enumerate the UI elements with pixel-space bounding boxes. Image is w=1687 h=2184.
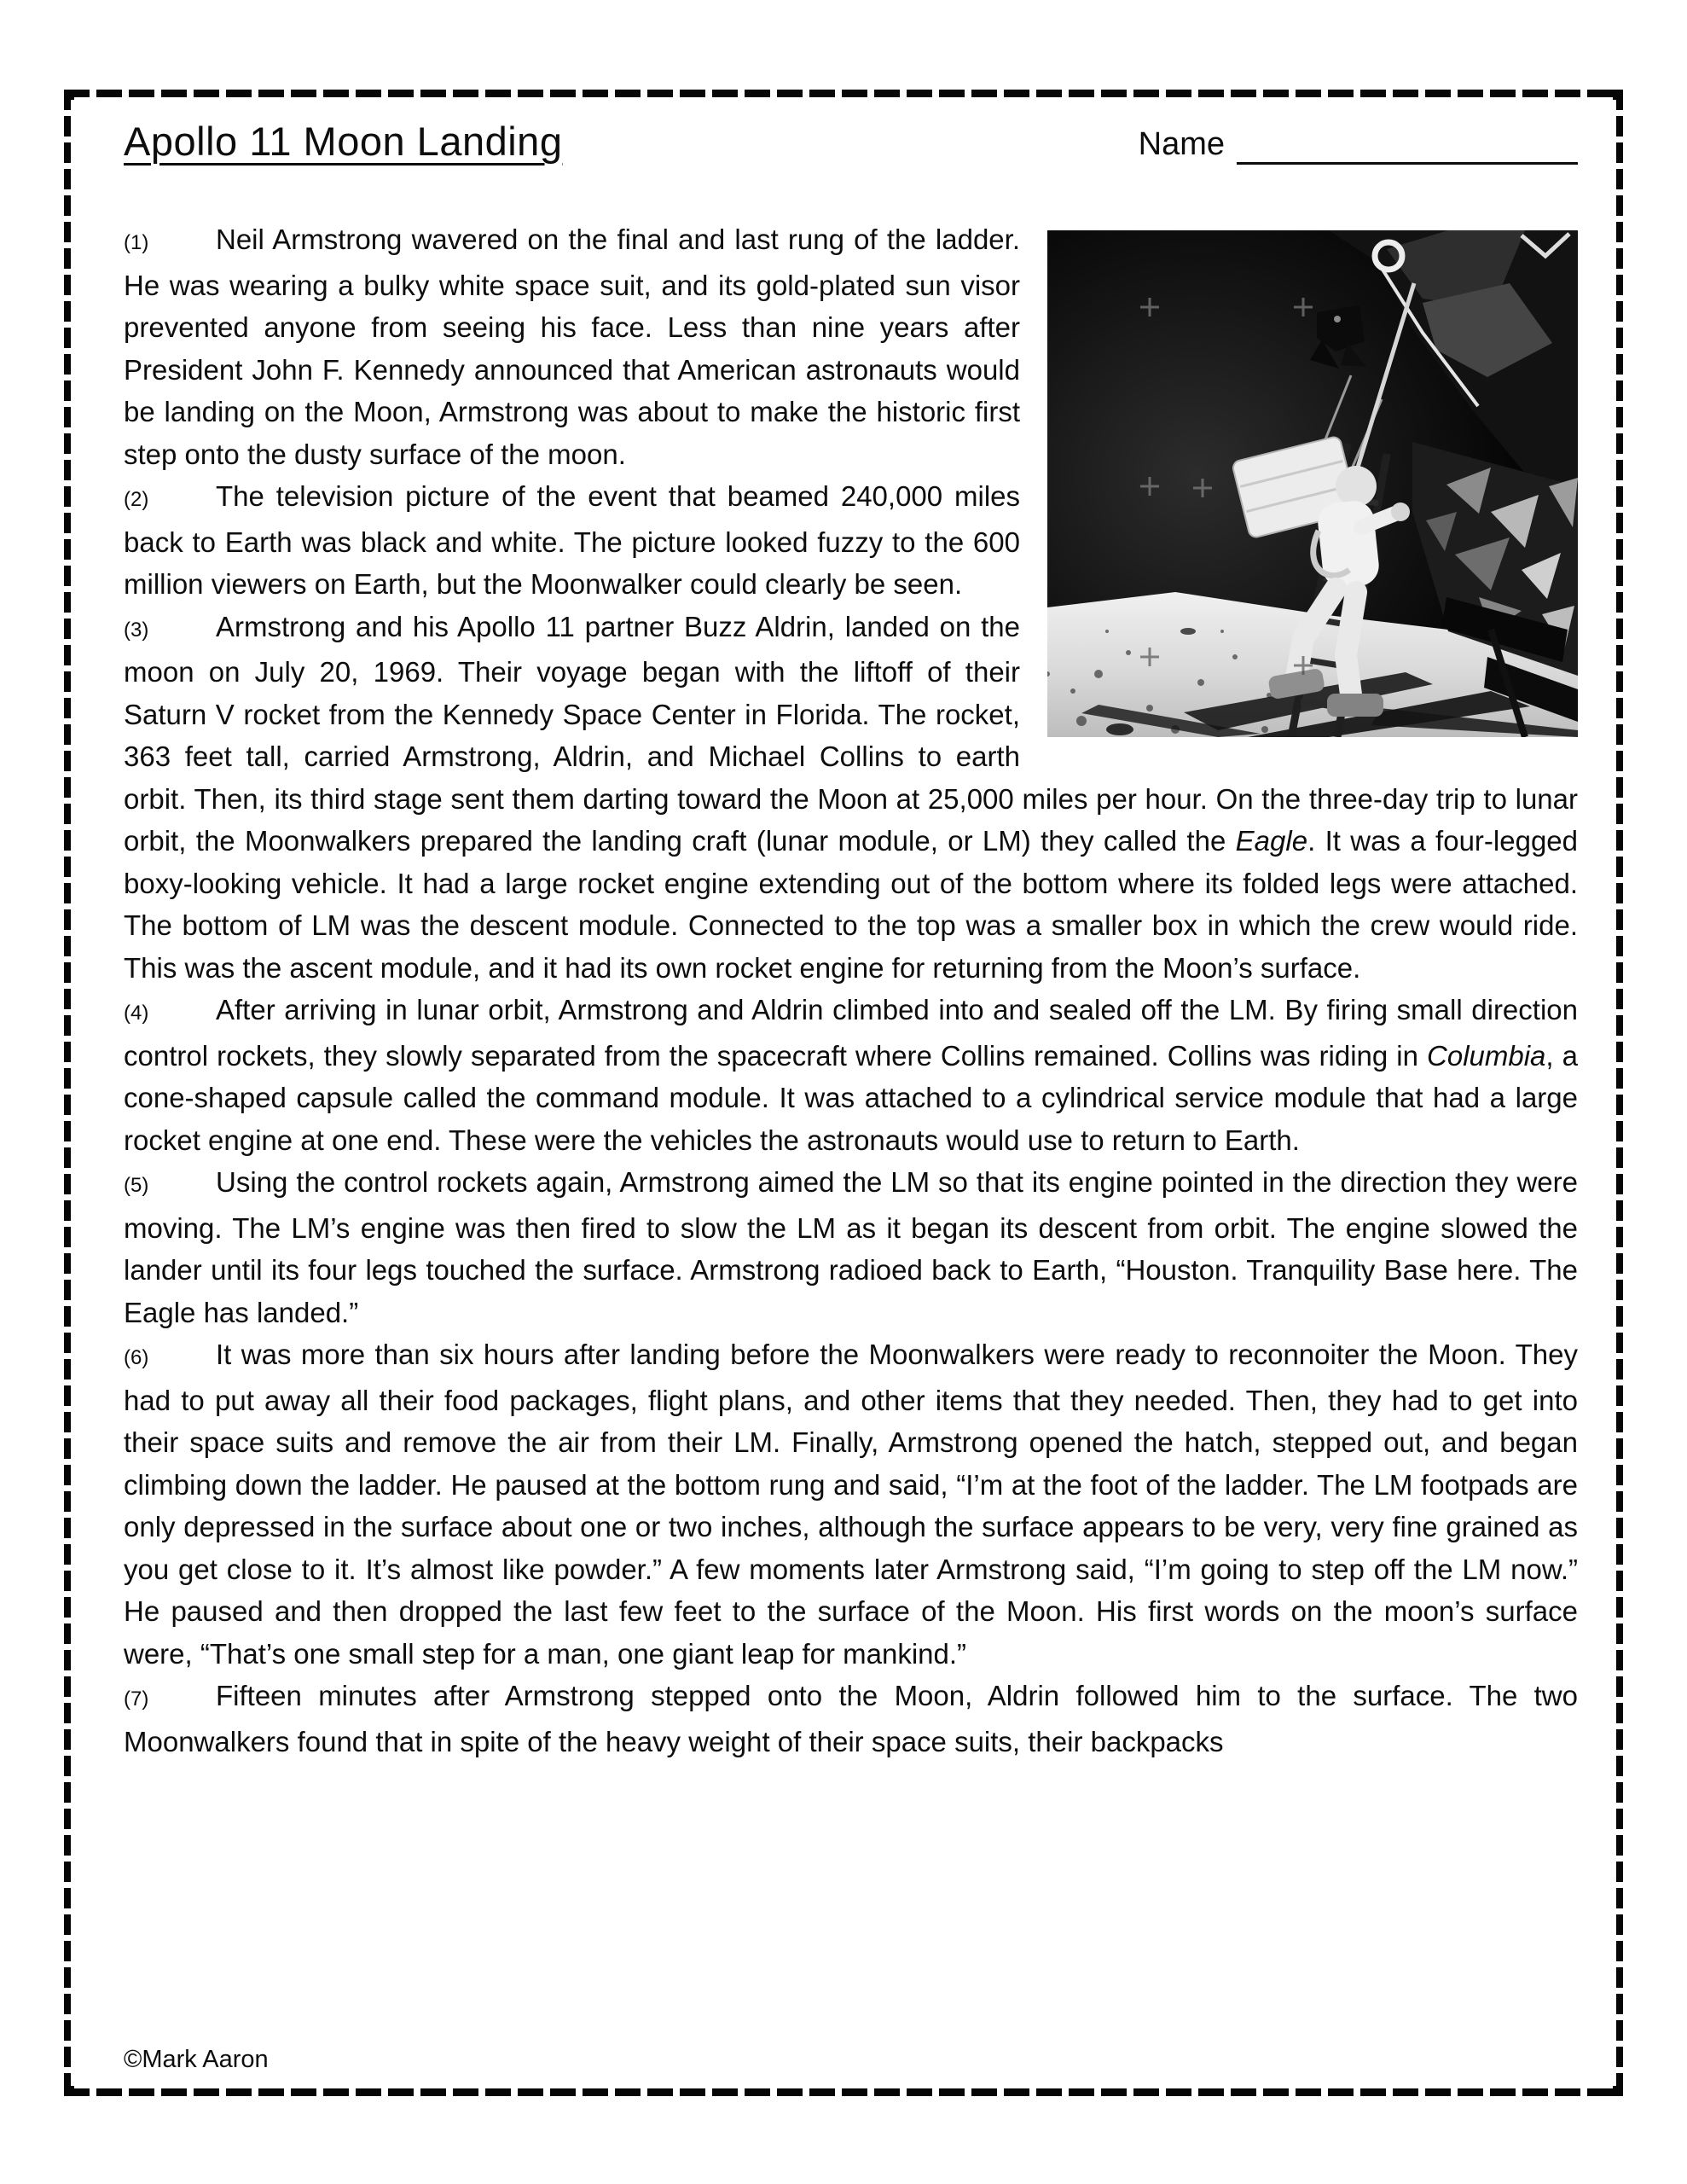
name-field (1139, 126, 1578, 165)
border-bottom (64, 2088, 1623, 2096)
border-top (64, 90, 1623, 97)
article-text (124, 218, 1578, 2051)
paragraph-number: (4) (124, 1002, 149, 1025)
paragraph-number: (5) (124, 1174, 149, 1197)
border-right (1616, 90, 1623, 2096)
name-blank-line (1237, 130, 1578, 165)
paragraph-6: (6) It was more than six hours after landing before the Moonwalkers were ready to reconnoiter the Moon. They had to put away all their food packages, flight plans, and other items that they needed. Then, they had to get into their space suits and remove the air from their LM. Finally, Armstrong opened the hatch, stepped out, and began climbing down the ladder. He paused at the bottom rung and said, “I’m at the foot of the ladder. The LM footpads are only depressed in the surface about one or two inches, although the surface appears to be very, very fine grained as you get close to it. It’s almost like powder.” A few moments later Armstrong said, “I’m going to step off the LM now.” He paused and then dropped the last few feet to the surface of the Moon. His first words on the moon’s surface were, “That’s one small step for a man, one giant leap for mankind.” (124, 1339, 1578, 1670)
boot-right (1327, 694, 1383, 717)
paragraph-5: (5) Using the control rockets again, Armstrong aimed the LM so that its engine pointed in the direction they were moving. The LM’s engine was then fired to slow the LM as it began its descent from orbit. The engine slowed the lander until its four legs touched the surface. Armstrong radioed back to Earth, “Houston. Tranquility Base here. The Eagle has landed.” (124, 1166, 1578, 1328)
paragraph-number: (3) (124, 618, 149, 642)
border-left (64, 90, 71, 2096)
moon-landing-photo-graphic (1047, 230, 1578, 737)
name-label: Name (1138, 126, 1225, 162)
paragraph-number: (6) (124, 1346, 149, 1369)
page-title: Apollo 11 Moon Landing (124, 119, 563, 164)
paragraph-2: (2) The television picture of the event that beamed 240,000 miles back to Earth was black and white. The picture looked fuzzy to the 600 million viewers on Earth, but the Moonwalker could clearly be seen. (124, 480, 1020, 600)
paragraph-number: (1) (124, 231, 149, 254)
header (124, 118, 1578, 165)
paragraph-1: (1) Neil Armstrong wavered on the final and last rung of the ladder. He was wearing a bulky white space suit, and its gold-plated sun visor prevented anyone from seeing his face. Less than nine years after President John F. Kennedy announced that American astronauts would be landing on the Moon, Armstrong was about to make the historic first step onto the dusty surface of the moon. (124, 224, 1020, 470)
paragraph-number: (2) (124, 488, 149, 511)
glove (1391, 502, 1410, 521)
moon-landing-photo (1047, 230, 1578, 737)
copyright-credit: ©Mark Aaron (124, 2046, 269, 2073)
paragraph-7: (7) Fifteen minutes after Armstrong stepped onto the Moon, Aldrin followed him to the surface. The two Moonwalkers found that in spite of the heavy weight of their space suits, their backpacks (124, 1680, 1578, 1757)
paragraph-number: (7) (124, 1687, 149, 1711)
paragraph-4: (4) After arriving in lunar orbit, Armstrong and Aldrin climbed into and sealed off the LM. By firing small direction control rockets, they slowly separated from the spacecraft where Collins remained. Collins was riding in Columbia, a cone-shaped capsule called the command module. It was attached to a cylindrical service module that had a large rocket engine at one end. These were the vehicles the astronauts would use to return to Earth. (124, 994, 1578, 1156)
helmet (1336, 466, 1377, 507)
paragraph-3: (3) Armstrong and his Apollo 11 partner Buzz Aldrin, landed on the moon on July 20, 1969. Their voyage began with the liftoff of their Saturn V rocket from the Kennedy Space Center in Florida. The rocket, 363 feet tall, carried Armstrong, Aldrin, and Michael Collins to earth orbit. Then, its third stage sent them darting toward the Moon at 25,000 miles per hour. On the three-day trip to lunar orbit, the Moonwalkers prepared the landing craft (lunar module, or LM) they called the Eagle. It was a four-legged boxy-looking vehicle. It had a large rocket engine extending out of the bottom where its folded legs were attached. The bottom of LM was the descent module. Connected to the top was a smaller box in which the crew would ride. This was the ascent module, and it had its own rocket engine for returning from the Moon’s surface. (124, 610, 1578, 984)
